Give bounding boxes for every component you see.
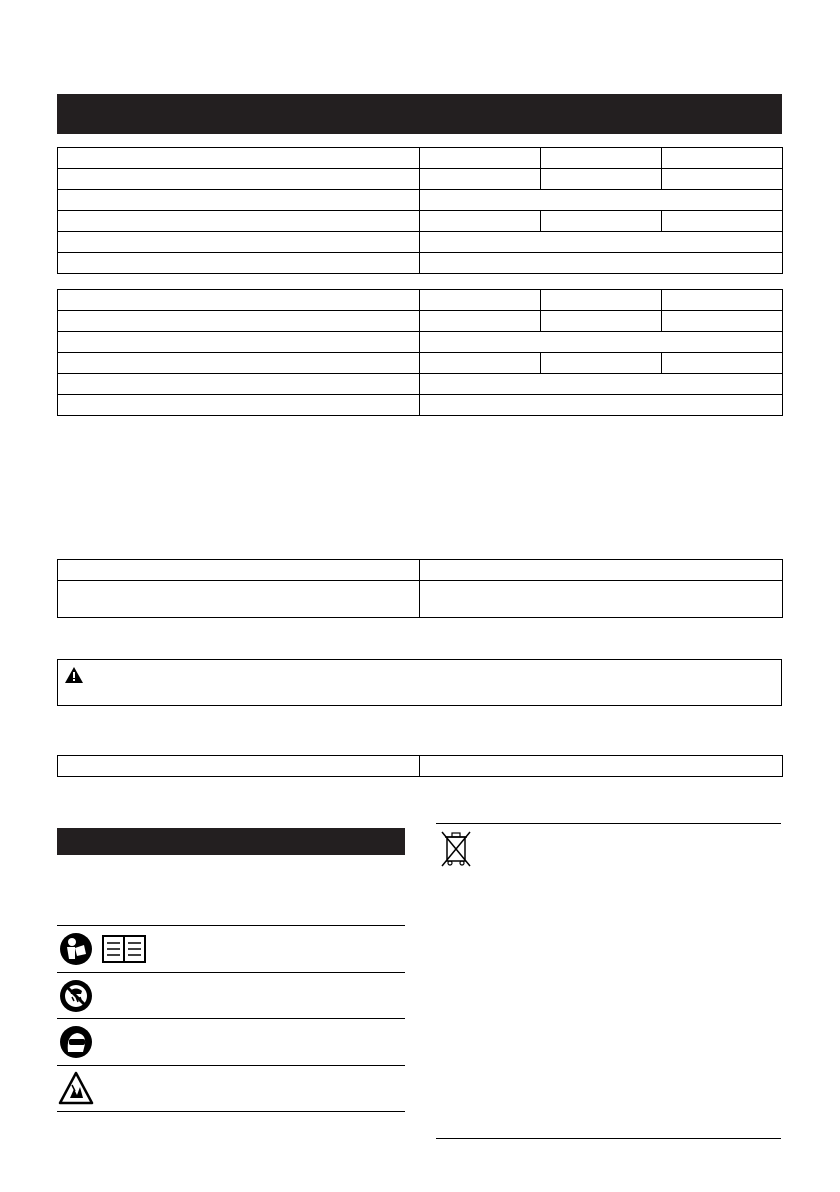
table-cell xyxy=(58,211,420,232)
table-cell xyxy=(662,169,783,190)
spec-table-2 xyxy=(57,289,783,416)
table-cell xyxy=(58,253,420,274)
table-row xyxy=(58,560,783,581)
blade-hazard-icon xyxy=(58,1071,94,1105)
symbols-header-bar xyxy=(57,828,405,855)
table-cell xyxy=(420,253,783,274)
divider xyxy=(436,823,781,824)
table-cell xyxy=(58,148,420,169)
table-cell xyxy=(420,353,541,374)
table-cell xyxy=(420,374,783,395)
table-cell xyxy=(420,232,783,253)
vibration-table xyxy=(57,755,783,777)
warning-triangle-icon xyxy=(64,666,84,684)
table-row xyxy=(58,190,783,211)
table-row xyxy=(58,374,783,395)
table-cell xyxy=(58,374,420,395)
eye-protection-icon xyxy=(59,1025,93,1059)
table-row xyxy=(58,253,783,274)
symbol-row xyxy=(57,1066,405,1111)
symbol-row xyxy=(57,1019,405,1065)
table-cell xyxy=(58,560,420,581)
table-row xyxy=(58,332,783,353)
table-cell xyxy=(58,311,420,332)
table-cell xyxy=(420,756,783,777)
table-cell xyxy=(58,756,420,777)
table-row xyxy=(58,353,783,374)
table-cell xyxy=(420,560,783,581)
crossed-bin-icon xyxy=(439,829,473,869)
table-row xyxy=(58,169,783,190)
table-cell xyxy=(662,311,783,332)
table-cell xyxy=(420,148,541,169)
table-cell xyxy=(541,353,662,374)
table-cell xyxy=(420,395,783,416)
divider xyxy=(436,1138,781,1139)
table-row xyxy=(58,581,783,618)
symbol-row xyxy=(57,973,405,1018)
table-cell xyxy=(58,332,420,353)
table-row xyxy=(58,148,783,169)
table-cell xyxy=(662,148,783,169)
table-cell xyxy=(541,211,662,232)
table-cell xyxy=(58,169,420,190)
table-row xyxy=(58,290,783,311)
symbol-row xyxy=(57,926,405,972)
table-cell xyxy=(58,232,420,253)
table-row xyxy=(58,211,783,232)
table-cell xyxy=(420,332,783,353)
table-cell xyxy=(58,395,420,416)
table-row xyxy=(58,311,783,332)
table-cell xyxy=(420,581,783,618)
table-cell xyxy=(420,190,783,211)
table-cell xyxy=(541,148,662,169)
table-cell xyxy=(58,353,420,374)
divider xyxy=(57,1111,405,1112)
table-cell xyxy=(541,290,662,311)
spec-table-1 xyxy=(57,147,783,274)
table-row xyxy=(58,756,783,777)
warning-box xyxy=(57,659,782,706)
table-row xyxy=(58,395,783,416)
table-cell xyxy=(58,581,420,618)
table-cell xyxy=(58,190,420,211)
table-cell xyxy=(420,169,541,190)
section-header-bar xyxy=(57,94,782,134)
table-cell xyxy=(420,311,541,332)
table-cell xyxy=(541,169,662,190)
read-manual-icon xyxy=(59,932,149,966)
no-water-icon xyxy=(59,979,93,1013)
table-cell xyxy=(541,311,662,332)
noise-table xyxy=(57,559,783,618)
table-cell xyxy=(662,211,783,232)
table-row xyxy=(58,232,783,253)
table-cell xyxy=(420,211,541,232)
table-cell xyxy=(58,290,420,311)
table-cell xyxy=(662,353,783,374)
table-cell xyxy=(420,290,541,311)
table-cell xyxy=(662,290,783,311)
